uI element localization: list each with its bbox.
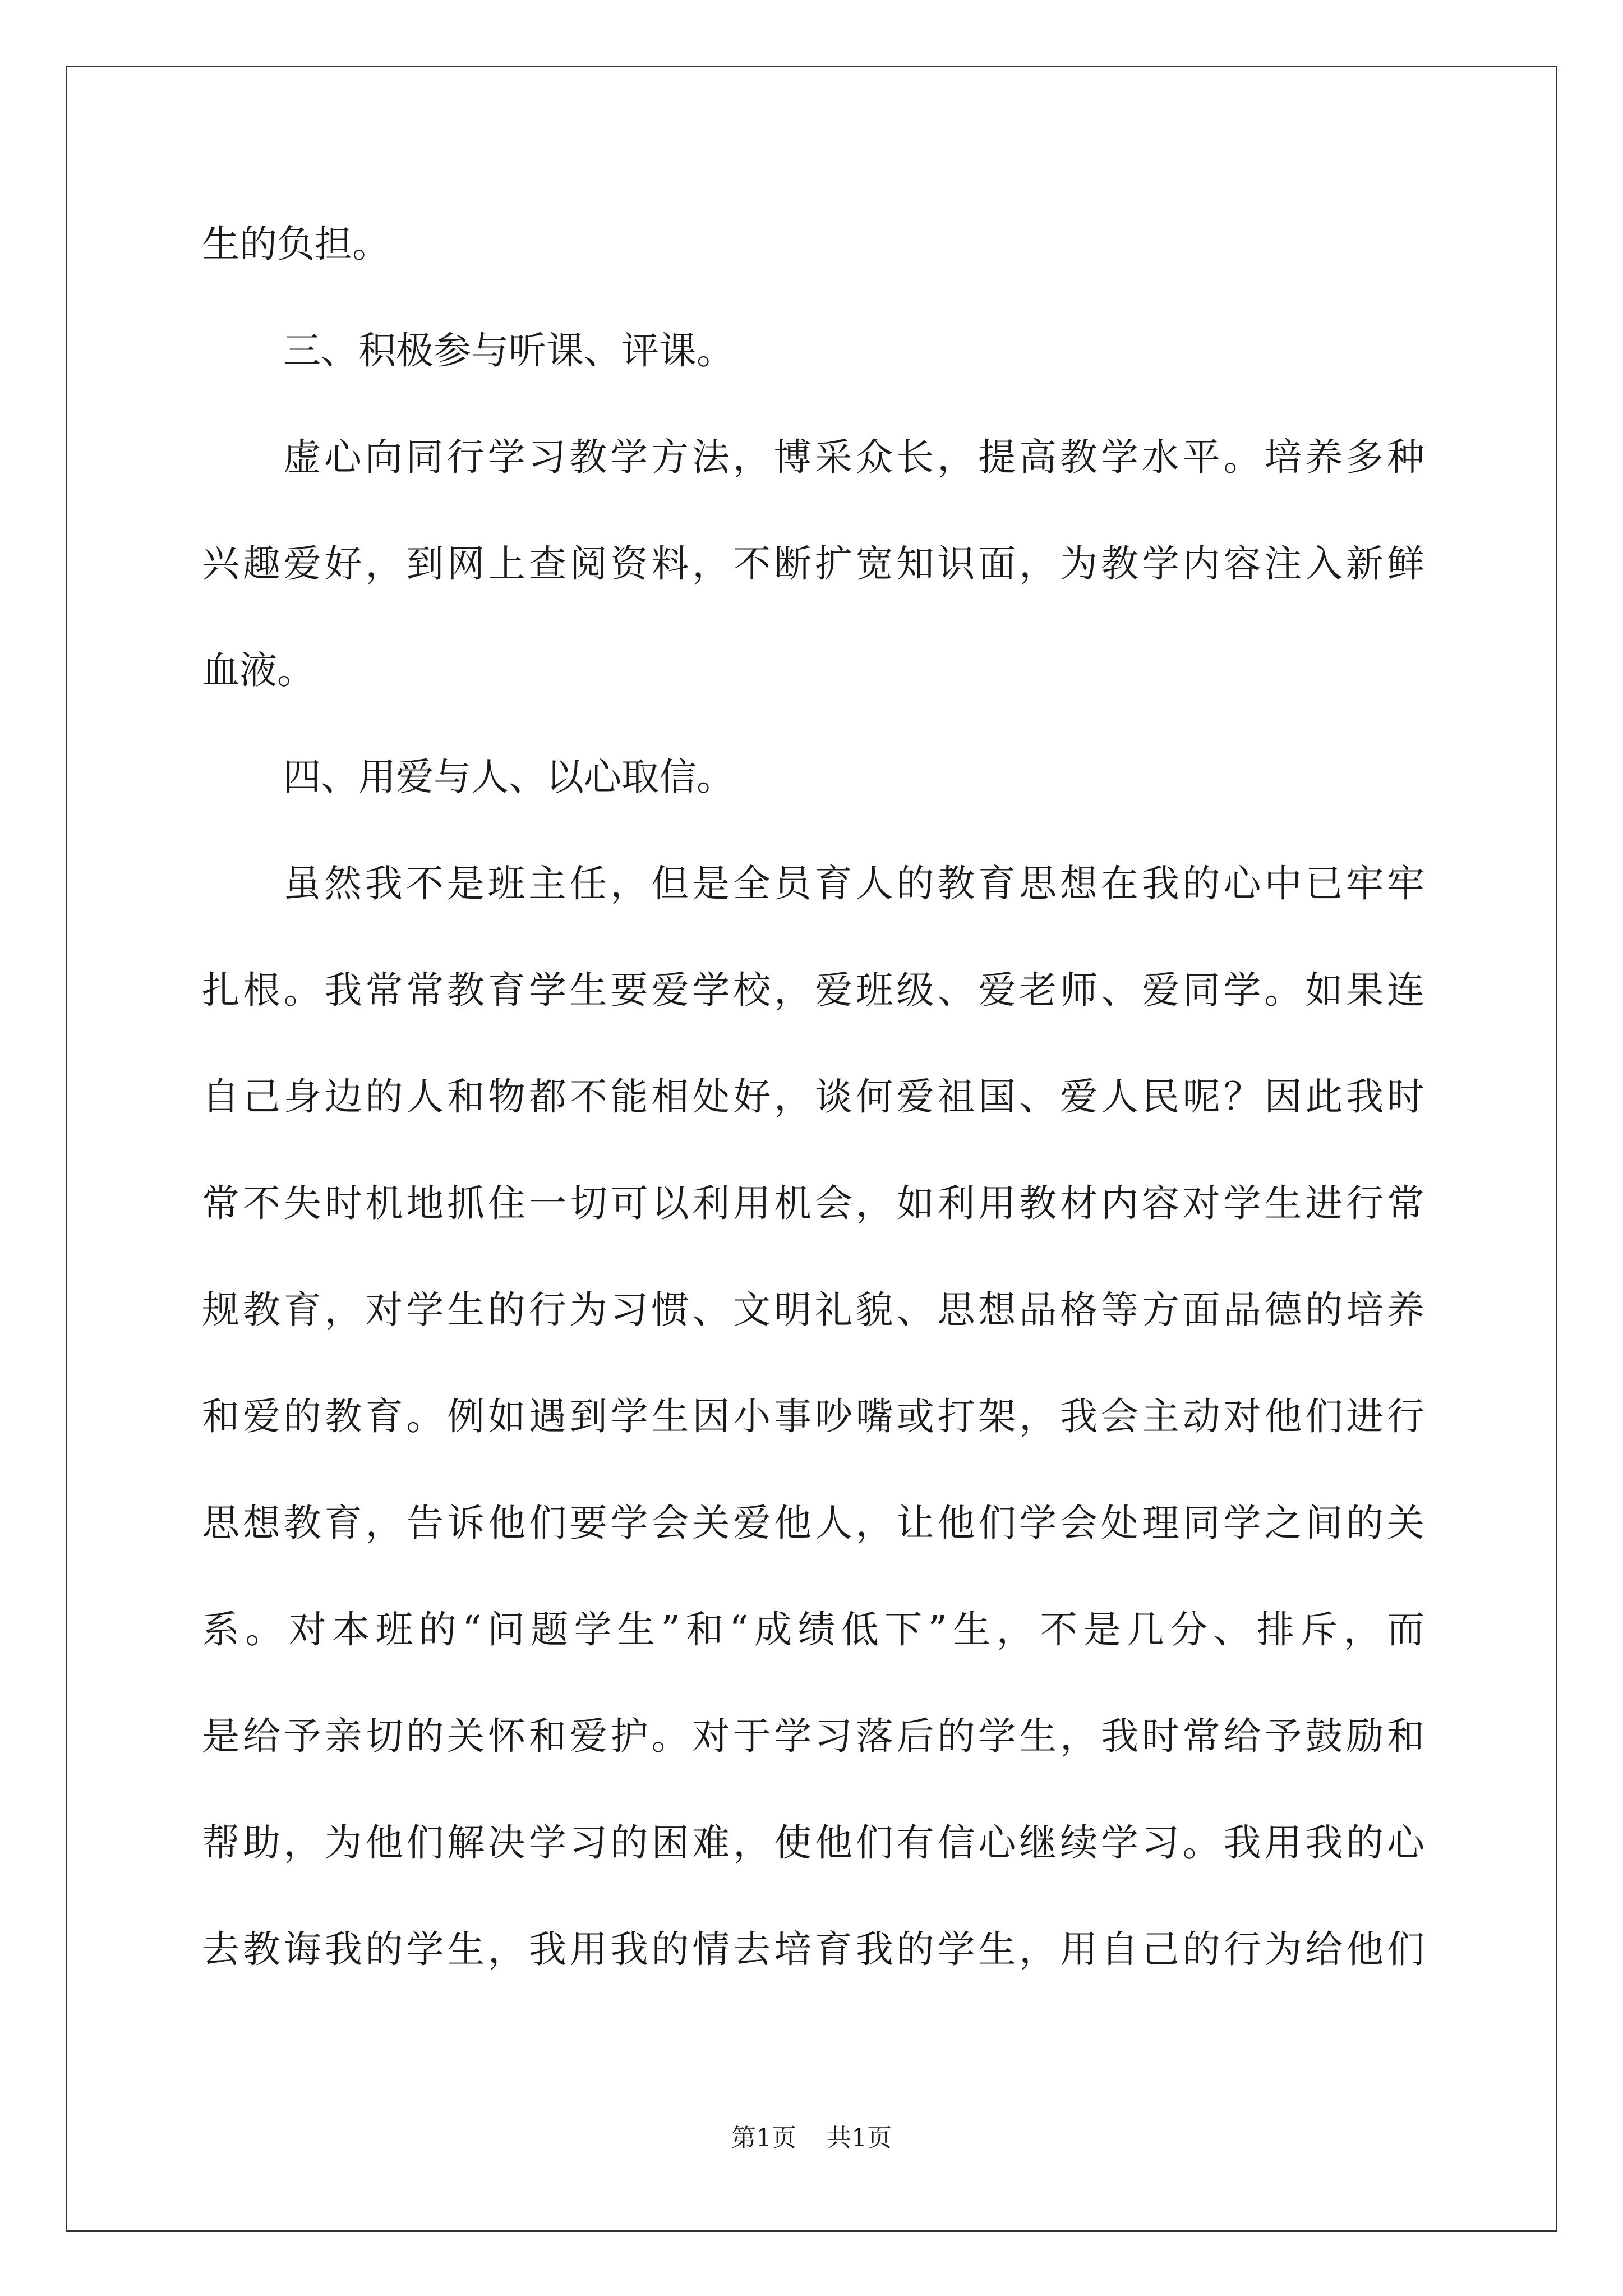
text-line: 常不失时机地抓住一切可以利用机会，如利用教材内容对学生进行常: [202, 1181, 1424, 1225]
text-line: 系。对本班的“问题学生”和“成绩低下”生，不是几分、排斥，而: [202, 1608, 1424, 1651]
text-line: 帮助，为他们解决学习的困难，使他们有信心继续学习。我用我的心: [202, 1821, 1424, 1865]
page-footer: [0, 2118, 1623, 2154]
text-line: 自己身边的人和物都不能相处好，谈何爱祖国、爱人民呢？因此我时: [202, 1075, 1424, 1119]
text-line: 虽然我不是班主任，但是全员育人的教育思想在我的心中已牢牢: [283, 862, 1424, 905]
document-body: [202, 191, 1424, 2003]
text-line: 扎根。我常常教育学生要爱学校，爱班级、爱老师、爱同学。如果连: [202, 968, 1424, 1012]
page-number: 第1页: [731, 2124, 796, 2152]
text-line: 思想教育，告诉他们要学会关爱他人，让他们学会处理同学之间的关: [202, 1501, 1424, 1545]
text-line: 虚心向同行学习教学方法，博采众长，提高教学水平。培养多种: [283, 435, 1424, 479]
text-line: 是给予亲切的关怀和爱护。对于学习落后的学生，我时常给予鼓励和: [202, 1714, 1424, 1758]
text-line: 生的负担。: [202, 222, 390, 266]
text-line: 规教育，对学生的行为习惯、文明礼貌、思想品格等方面品德的培养: [202, 1288, 1424, 1332]
text-line: 血液。: [202, 648, 315, 692]
page-total: 共1页: [827, 2124, 892, 2152]
text-line: 兴趣爱好，到网上查阅资料，不断扩宽知识面，为教学内容注入新鲜: [202, 542, 1424, 586]
section-heading: 四、用爱与人、以心取信。: [283, 755, 734, 799]
section-heading: 三、积极参与听课、评课。: [283, 329, 734, 372]
text-line: 和爱的教育。例如遇到学生因小事吵嘴或打架，我会主动对他们进行: [202, 1395, 1424, 1438]
text-line: 去教诲我的学生，我用我的情去培育我的学生，用自己的行为给他们: [202, 1927, 1424, 1971]
